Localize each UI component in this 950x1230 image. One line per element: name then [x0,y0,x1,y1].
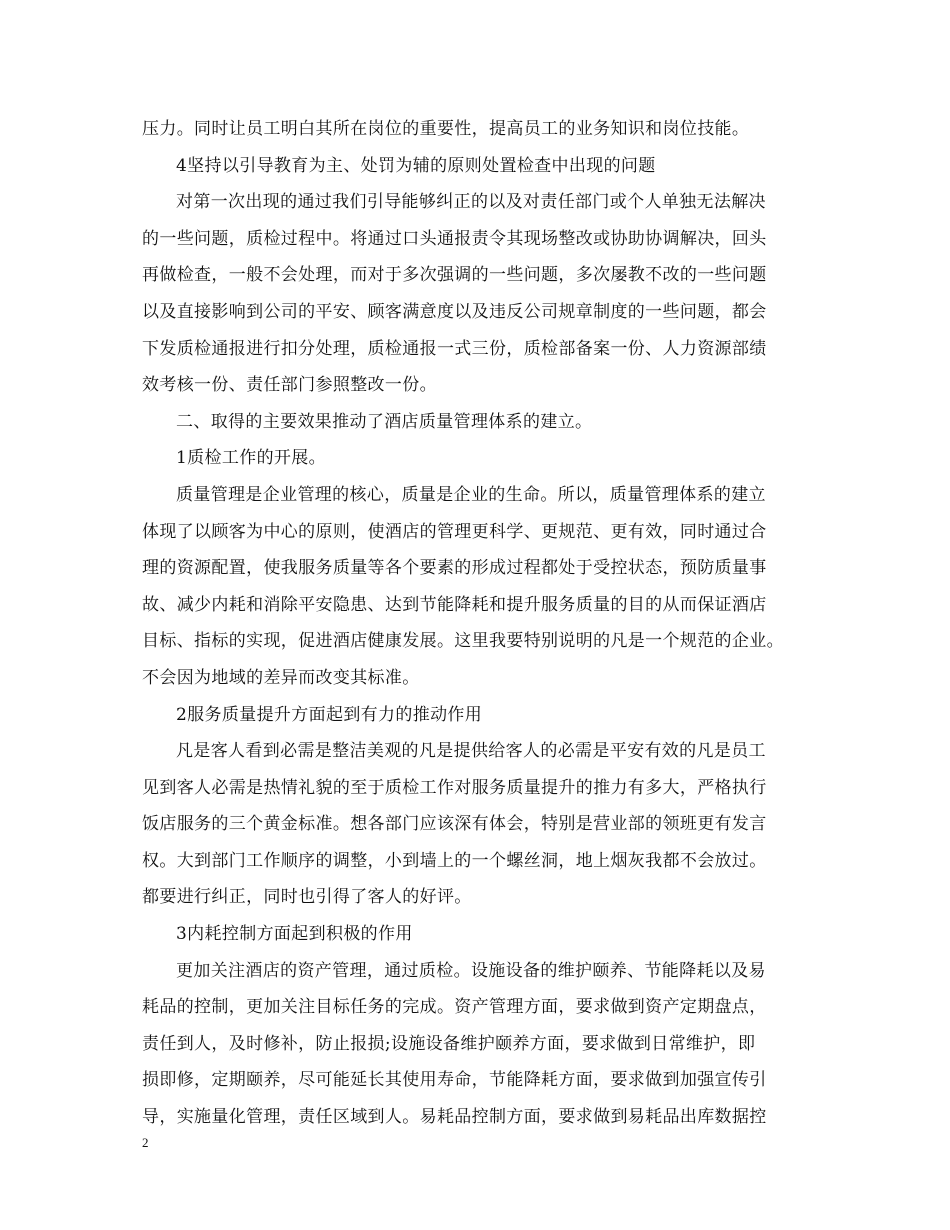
text-line: 1质检工作的开展。 [176,448,326,469]
text-line: 对第一次出现的通过我们引导能够纠正的以及对责任部门或个人单独无法解决 [176,192,766,213]
text-line: 更加关注酒店的资产管理，通过质检。设施设备的维护颐养、节能降耗以及易 [176,960,766,981]
text-line: 不会因为地域的差异而改变其标准。 [142,667,420,688]
text-line: 3内耗控制方面起到积极的作用 [176,924,413,945]
text-line: 再做检查，一般不会处理，而对于多次强调的一些问题，多次屡教不改的一些问题 [142,265,767,286]
page-number: 2 [142,1135,149,1150]
text-line: 压力。同时让员工明白其所在岗位的重要性，提高员工的业务知识和岗位技能。 [142,119,750,139]
text-line: 损即修，定期颐养，尽可能延长其使用寿命，节能降耗方面，要求做到加强宣传引 [142,1070,767,1091]
text-line: 凡是客人看到必需是整洁美观的凡是提供给客人的必需是平安有效的凡是员工 [176,741,766,762]
text-line: 目标、指标的实现，促进酒店健康发展。这里我要特别说明的凡是一个规范的企业。 [142,631,784,652]
text-line: 耗品的控制，更加关注目标任务的完成。资产管理方面，要求做到资产定期盘点， [142,997,767,1018]
text-line: 下发质检通报进行扣分处理，质检通报一式三份，质检部备案一份、人力资源部绩 [142,338,767,359]
text-line: 质量管理是企业管理的核心，质量是企业的生命。所以，质量管理体系的建立 [176,484,766,505]
text-line: 4坚持以引导教育为主、处罚为辅的原则处置检查中出现的问题 [176,155,656,176]
document-body [142,111,810,1136]
text-line: 见到客人必需是热情礼貌的至于质检工作对服务质量提升的推力有多大，严格执行 [142,777,767,798]
text-line: 责任到人，及时修补，防止报损;设施设备维护颐养方面，要求做到日常维护，即 [142,1033,756,1054]
text-line: 效考核一份、责任部门参照整改一份。 [142,375,437,396]
text-line: 2服务质量提升方面起到有力的推动作用 [176,704,483,725]
text-line: 理的资源配置，使我服务质量等各个要素的形成过程都处于受控状态，预防质量事 [142,558,767,579]
text-line: 都要进行纠正，同时也引得了客人的好评。 [142,887,472,908]
text-line: 导，实施量化管理，责任区域到人。易耗品控制方面，要求做到易耗品出库数据控 [142,1107,767,1128]
text-line: 饭店服务的三个黄金标准。想各部门应该深有体会，特别是营业部的领班更有发言 [142,814,767,835]
text-line: 二、取得的主要效果推动了酒店质量管理体系的建立。 [176,411,593,432]
text-line: 体现了以顾客为中心的原则，使酒店的管理更科学、更规范、更有效，同时通过合 [142,521,767,542]
text-line: 权。大到部门工作顺序的调整，小到墙上的一个螺丝洞，地上烟灰我都不会放过。 [142,850,767,871]
text-line: 的一些问题，质检过程中。将通过口头通报责令其现场整改或协助协调解决，回头 [142,228,767,249]
text-line: 故、减少内耗和消除平安隐患、达到节能降耗和提升服务质量的目的从而保证酒店 [142,594,767,615]
text-line: 以及直接影响到公司的平安、顾客满意度以及违反公司规章制度的一些问题，都会 [142,301,767,322]
